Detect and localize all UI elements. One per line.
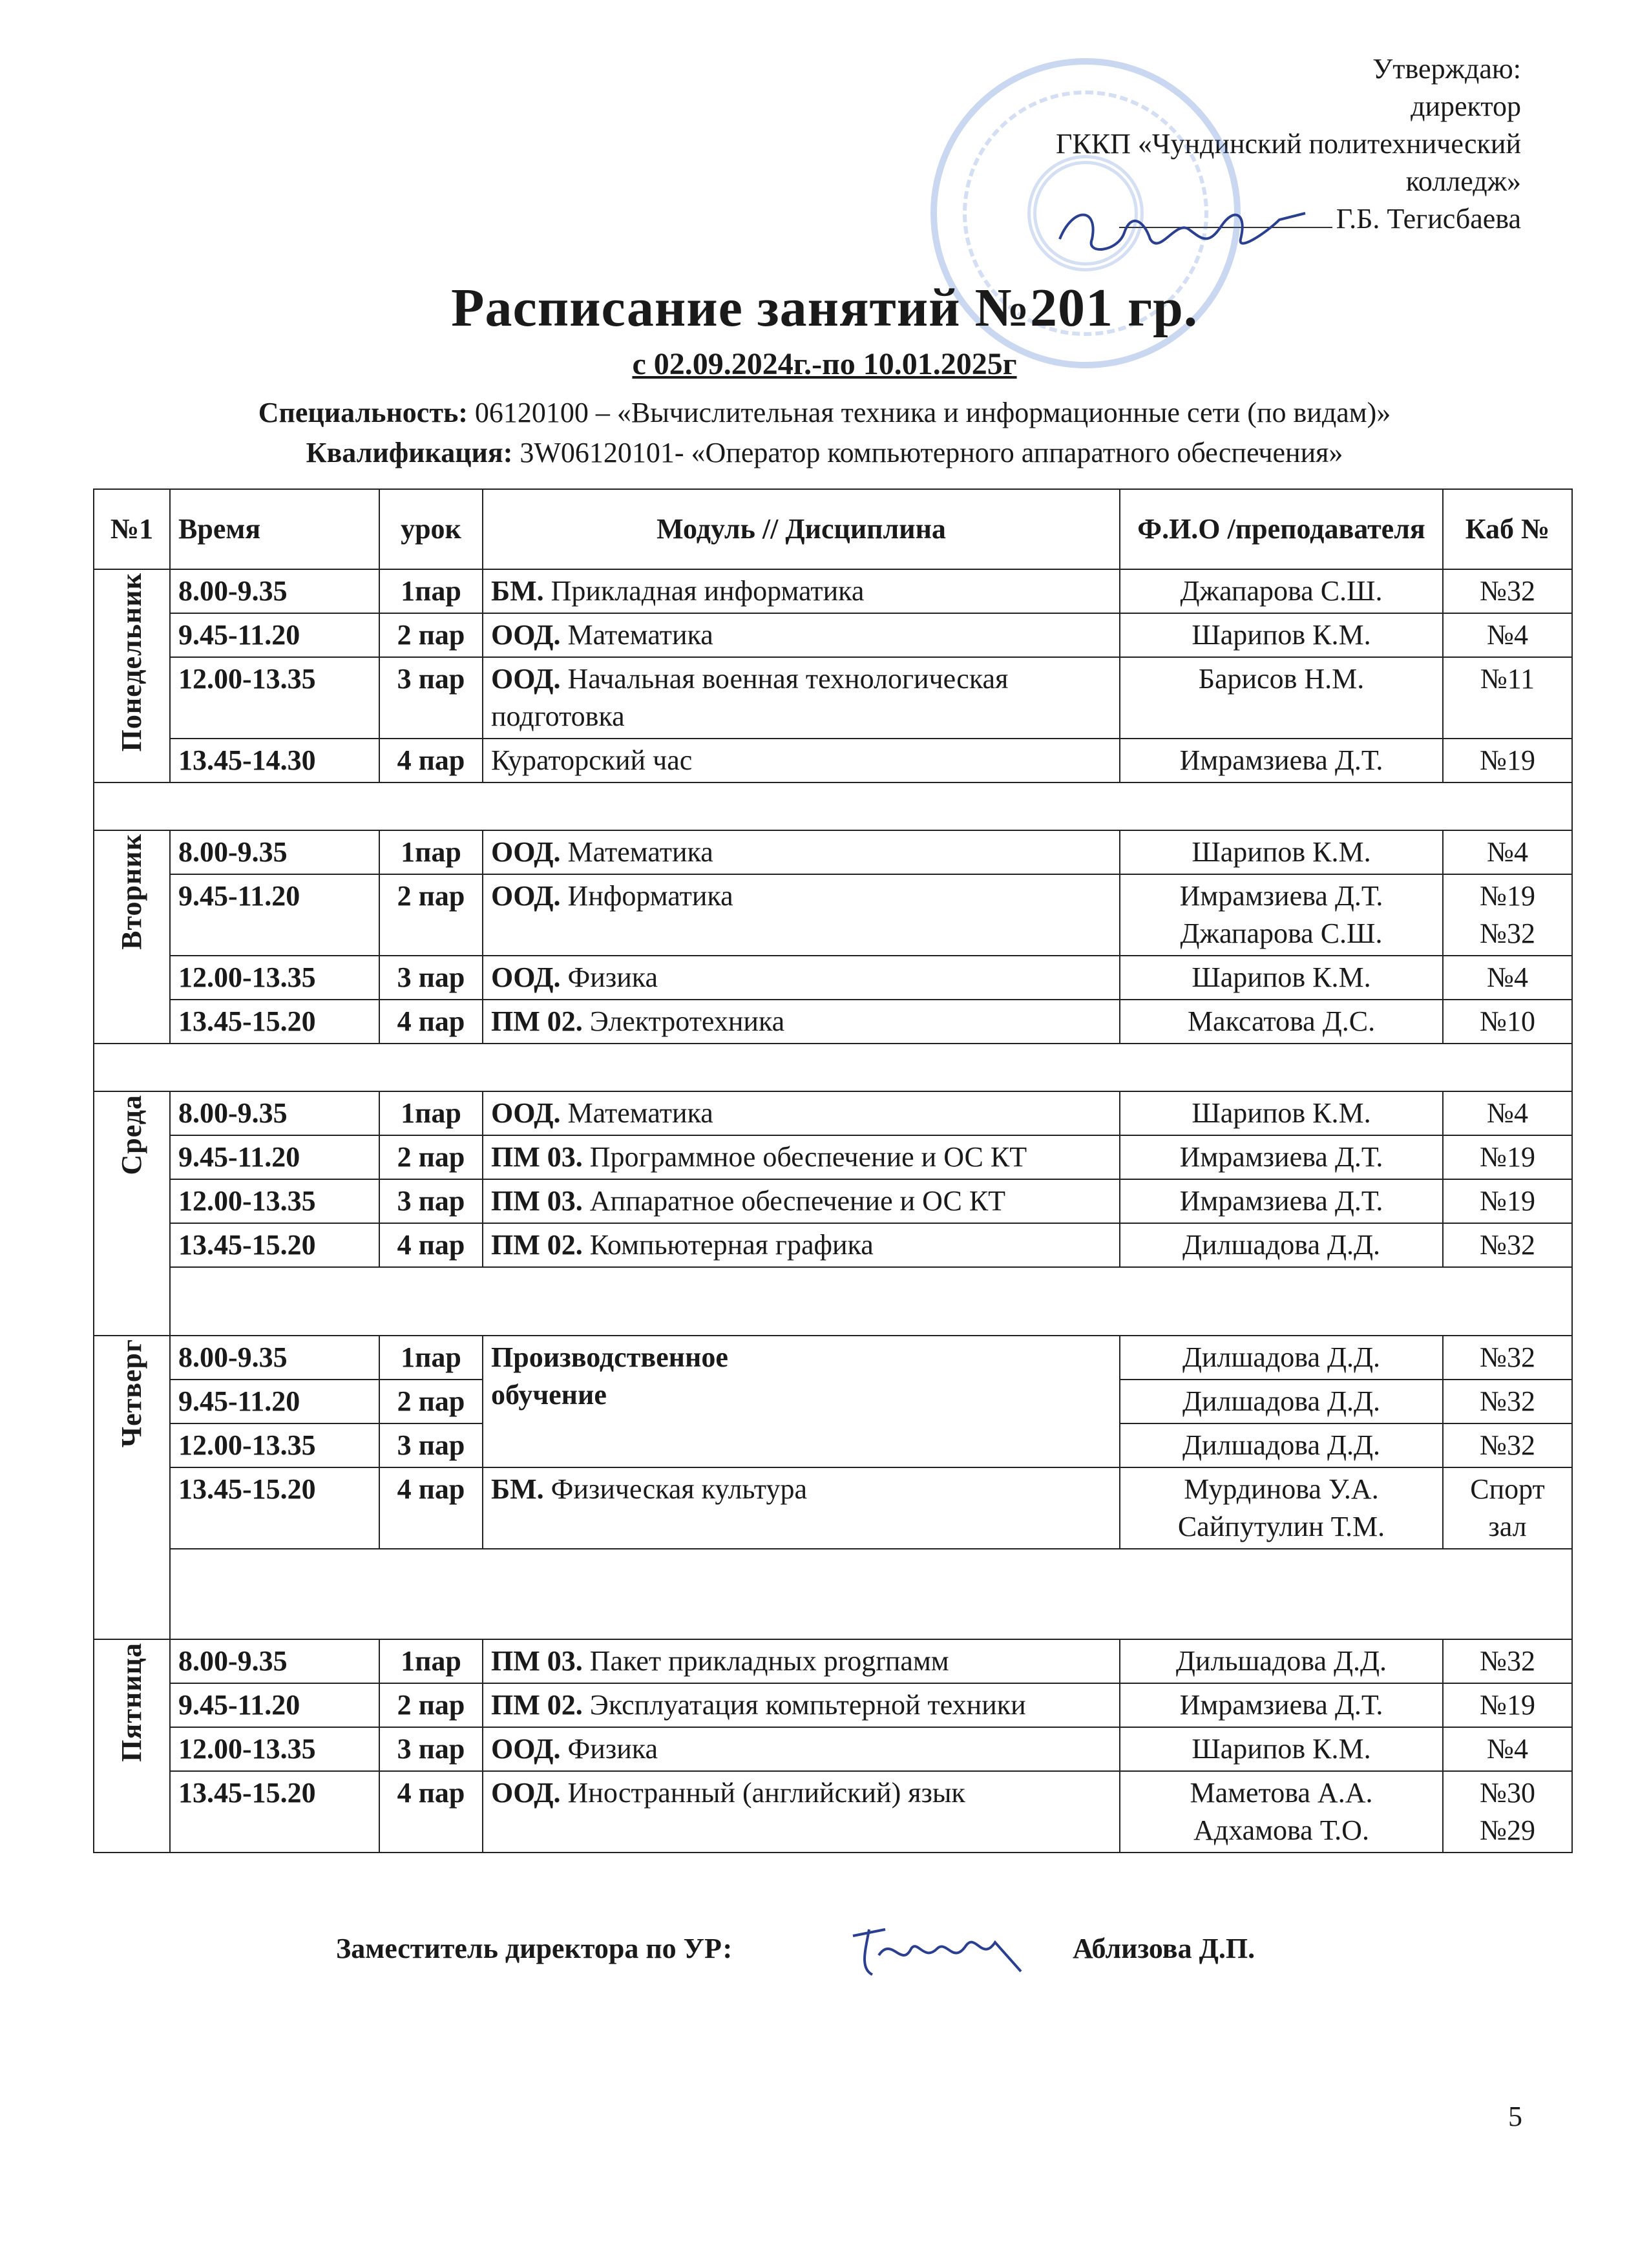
time-cell: 9.45-11.20 [170, 1683, 379, 1727]
room-cell: №11 [1443, 657, 1572, 739]
time-cell: 9.45-11.20 [170, 1380, 379, 1423]
teacher-cell: Шарипов К.М. [1120, 956, 1443, 1000]
teacher-cell: Шарипов К.М. [1120, 613, 1443, 657]
table-row [94, 1179, 1572, 1223]
room-cell: №19 [1443, 739, 1572, 782]
subject-cell [483, 1223, 1120, 1267]
teacher-cell: Шарипов К.М. [1120, 1091, 1443, 1135]
time-cell: 9.45-11.20 [170, 874, 379, 956]
production-line-1: Производственное [491, 1341, 728, 1373]
subject-name: Компьютерная графика [582, 1229, 874, 1261]
subject-name: Математика [560, 619, 713, 651]
director-signature [1047, 194, 1318, 265]
lesson-cell: 1пар [379, 1336, 483, 1380]
room-cell: №10 [1443, 1000, 1572, 1044]
subject-prefix: ООД. [491, 880, 561, 912]
lesson-cell: 2 пар [379, 613, 483, 657]
time-cell: 8.00-9.35 [170, 1639, 379, 1683]
subject-prefix: ПМ 03. [491, 1185, 583, 1217]
lesson-cell: 2 пар [379, 1683, 483, 1727]
subject-name: Пакет прикладных progrпамм [582, 1645, 949, 1677]
subject-name: Электротехника [582, 1005, 785, 1037]
lesson-cell: 3 пар [379, 1179, 483, 1223]
table-row [94, 1727, 1572, 1771]
teacher-name: Имрамзиева Д.Т. [1179, 880, 1383, 912]
qualification-label: Квалификация: [306, 437, 513, 468]
time-cell: 13.45-15.20 [170, 1771, 379, 1853]
room-number: №29 [1480, 1814, 1535, 1846]
lesson-cell: 2 пар [379, 874, 483, 956]
teacher-cell: Шарипов К.М. [1120, 1727, 1443, 1771]
room-number: №30 [1480, 1777, 1535, 1809]
subject-name: Программное обеспечение и ОС КТ [582, 1141, 1027, 1173]
day-cell-wednesday [94, 1091, 170, 1336]
room-cell: №32 [1443, 1223, 1572, 1267]
room-cell: №32 [1443, 1423, 1572, 1467]
table-row [94, 1683, 1572, 1727]
room-cell: №32 [1443, 1380, 1572, 1423]
teacher-cell: Дилшадова Д.Д. [1120, 1380, 1443, 1423]
lesson-cell: 2 пар [379, 1135, 483, 1179]
specialty-label: Специальность: [258, 397, 468, 428]
subject-prefix: ООД. [491, 961, 561, 993]
subject-cell [483, 830, 1120, 874]
deputy-director-name: Аблизова Д.П. [1073, 1933, 1255, 1964]
separator-row [94, 1044, 1572, 1091]
room-cell: №32 [1443, 1639, 1572, 1683]
subject-cell [483, 1135, 1120, 1179]
teacher-cell: Дилшадова Д.Д. [1120, 1336, 1443, 1380]
teacher-cell: Барисов Н.М. [1120, 657, 1443, 739]
subject-cell [483, 1683, 1120, 1727]
separator-row [94, 1549, 1572, 1639]
day-cell-thursday [94, 1336, 170, 1639]
room-number: №19 [1480, 880, 1535, 912]
time-cell: 8.00-9.35 [170, 1091, 379, 1135]
room-cell: №4 [1443, 1727, 1572, 1771]
day-label: Четверг [116, 1339, 147, 1448]
header-num: №1 [94, 489, 170, 569]
time-cell: 13.45-15.20 [170, 1000, 379, 1044]
subject-name: Математика [560, 836, 713, 868]
day-label: Понедельник [116, 572, 147, 752]
approval-line-3: ГККП «Чундинский политехнический [1055, 128, 1521, 160]
table-row [94, 956, 1572, 1000]
day-cell-tuesday [94, 830, 170, 1044]
time-cell: 13.45-15.20 [170, 1467, 379, 1549]
teacher-cell: Максатова Д.С. [1120, 1000, 1443, 1044]
teacher-name: Джапарова С.Ш. [1180, 918, 1383, 949]
time-cell: 8.00-9.35 [170, 830, 379, 874]
specialty-block [0, 393, 1649, 473]
room-cell: №4 [1443, 956, 1572, 1000]
lesson-cell: 1пар [379, 1091, 483, 1135]
lesson-cell: 3 пар [379, 956, 483, 1000]
approval-line-1: Утверждаю: [1372, 53, 1521, 85]
time-cell: 12.00-13.35 [170, 956, 379, 1000]
teacher-cell: Имрамзиева Д.Т. [1120, 739, 1443, 782]
approval-line-2: директор [1411, 90, 1521, 122]
subject-prefix: ПМ 02. [491, 1689, 583, 1721]
room-number: №32 [1480, 918, 1535, 949]
subject-cell [483, 657, 1120, 739]
subject-name: Физическая культура [543, 1473, 807, 1505]
header-teacher: Ф.И.О /преподавателя [1120, 489, 1443, 569]
subject-cell [483, 569, 1120, 613]
subject-name: Аппаратное обеспечение и ОС КТ [582, 1185, 1006, 1217]
specialty-value: 06120100 – «Вычислительная техника и информационные сети (по видам)» [474, 397, 1391, 428]
teacher-cell [1120, 874, 1443, 956]
table-row [94, 657, 1572, 739]
subject-cell [483, 874, 1120, 956]
page-number: 5 [1508, 2101, 1522, 2132]
table-row [94, 1091, 1572, 1135]
time-cell: 13.45-15.20 [170, 1223, 379, 1267]
page-title: Расписание занятий №201 гр. [451, 278, 1198, 338]
header-time: Время [170, 489, 379, 569]
qualification-line [0, 433, 1649, 473]
time-cell: 12.00-13.35 [170, 657, 379, 739]
room-cell [1443, 1771, 1572, 1853]
teacher-name: Мурдинова У.А. [1184, 1473, 1379, 1505]
subject-cell [483, 1727, 1120, 1771]
subject-prefix: ООД. [491, 1733, 561, 1765]
table-row [94, 739, 1572, 782]
separator-row [94, 1267, 1572, 1336]
table-row [94, 1000, 1572, 1044]
header-lesson: урок [379, 489, 483, 569]
subject-prefix: ООД. [491, 1097, 561, 1129]
teacher-cell: Джапарова С.Ш. [1120, 569, 1443, 613]
room-cell: №4 [1443, 1091, 1572, 1135]
subject-name: Информатика [560, 880, 733, 912]
table-row [94, 613, 1572, 657]
teacher-name: Адхамова Т.О. [1193, 1814, 1369, 1846]
lesson-cell: 1пар [379, 569, 483, 613]
subject-cell [483, 956, 1120, 1000]
subject-prefix: ООД. [491, 1777, 561, 1809]
subject-cell-production [483, 1336, 1120, 1467]
deputy-director-label: Заместитель директора по УР: [336, 1933, 733, 1964]
separator-row [94, 782, 1572, 830]
subject-prefix: ООД. [491, 619, 561, 651]
subject-prefix: ПМ 03. [491, 1141, 583, 1173]
room-cell: №32 [1443, 569, 1572, 613]
table-row [94, 874, 1572, 956]
table-row [94, 1336, 1572, 1380]
subject-name: Иностранный (английский) язык [560, 1777, 965, 1809]
time-cell: 12.00-13.35 [170, 1727, 379, 1771]
teacher-cell [1120, 1467, 1443, 1549]
period-text: с 02.09.2024г.-по 10.01.2025г [632, 347, 1017, 381]
table-row [94, 1467, 1572, 1549]
room-cell: №4 [1443, 613, 1572, 657]
subject-prefix: ООД. [491, 836, 561, 868]
teacher-cell: Имрамзиева Д.Т. [1120, 1179, 1443, 1223]
day-cell-friday [94, 1639, 170, 1853]
day-cell-monday [94, 569, 170, 782]
subject-name: Физика [560, 1733, 658, 1765]
subject-name: Физика [560, 961, 658, 993]
table-row [94, 569, 1572, 613]
lesson-cell: 1пар [379, 830, 483, 874]
time-cell: 12.00-13.35 [170, 1179, 379, 1223]
subject-prefix: ООД. [491, 663, 561, 695]
subject-prefix: ПМ 02. [491, 1229, 583, 1261]
teacher-cell: Имрамзиева Д.Т. [1120, 1135, 1443, 1179]
room-cell: №4 [1443, 830, 1572, 874]
teacher-cell: Дильшадова Д.Д. [1120, 1639, 1443, 1683]
subject-cell [483, 1000, 1120, 1044]
qualification-value: 3W06120101- «Оператор компьютерного аппаратного обеспечения» [520, 437, 1343, 468]
specialty-line [0, 393, 1649, 433]
time-cell: 8.00-9.35 [170, 1336, 379, 1380]
room-cell [1443, 874, 1572, 956]
teacher-name: Маметова А.А. [1190, 1777, 1373, 1809]
teacher-cell: Шарипов К.М. [1120, 830, 1443, 874]
room-cell [1443, 1467, 1572, 1549]
subject-name: Эксплуатация компьтерной техники [582, 1689, 1026, 1721]
subject-cell: Кураторский час [483, 739, 1120, 782]
subject-cell [483, 1771, 1120, 1853]
lesson-cell: 3 пар [379, 657, 483, 739]
subject-cell [483, 1467, 1120, 1549]
subject-prefix: БМ. [491, 1473, 544, 1505]
lesson-cell: 4 пар [379, 1000, 483, 1044]
lesson-cell: 4 пар [379, 1771, 483, 1853]
table-row [94, 1639, 1572, 1683]
subject-cell [483, 1639, 1120, 1683]
production-line-2: обучение [491, 1379, 607, 1411]
header-subject: Модуль // Дисциплина [483, 489, 1120, 569]
teacher-cell [1120, 1771, 1443, 1853]
time-cell: 9.45-11.20 [170, 613, 379, 657]
subject-name: Прикладная информатика [543, 575, 865, 607]
lesson-cell: 4 пар [379, 739, 483, 782]
teacher-cell: Дилшадова Д.Д. [1120, 1423, 1443, 1467]
subject-cell [483, 1179, 1120, 1223]
room-number: Спорт [1470, 1473, 1545, 1505]
time-cell: 12.00-13.35 [170, 1423, 379, 1467]
time-cell: 13.45-14.30 [170, 739, 379, 782]
room-number: зал [1488, 1511, 1527, 1542]
day-label: Среда [116, 1095, 147, 1175]
table-row [94, 1771, 1572, 1853]
room-cell: №19 [1443, 1135, 1572, 1179]
lesson-cell: 2 пар [379, 1380, 483, 1423]
room-cell: №19 [1443, 1179, 1572, 1223]
deputy-signature [840, 1910, 1034, 1988]
subject-prefix: БМ. [491, 575, 544, 607]
day-label: Пятница [116, 1643, 147, 1762]
lesson-cell: 1пар [379, 1639, 483, 1683]
room-cell: №19 [1443, 1683, 1572, 1727]
approval-line-4: колледж» [1405, 165, 1521, 197]
subject-cell [483, 1091, 1120, 1135]
subject-prefix: ПМ 03. [491, 1645, 583, 1677]
lesson-cell: 4 пар [379, 1467, 483, 1549]
table-row [94, 830, 1572, 874]
schedule-period [0, 346, 1649, 382]
day-label: Вторник [116, 834, 147, 950]
teacher-cell: Имрамзиева Д.Т. [1120, 1683, 1443, 1727]
table-row [94, 1223, 1572, 1267]
lesson-cell: 4 пар [379, 1223, 483, 1267]
director-name: Г.Б. Тегисбаева [1336, 203, 1521, 235]
subject-prefix: ПМ 02. [491, 1005, 583, 1037]
header-room: Каб № [1443, 489, 1572, 569]
time-cell: 9.45-11.20 [170, 1135, 379, 1179]
teacher-cell: Дилшадова Д.Д. [1120, 1223, 1443, 1267]
table-header-row [94, 489, 1572, 569]
room-cell: №32 [1443, 1336, 1572, 1380]
subject-name: Математика [560, 1097, 713, 1129]
lesson-cell: 3 пар [379, 1423, 483, 1467]
teacher-name: Сайпутулин Т.М. [1177, 1511, 1385, 1542]
subject-cell [483, 613, 1120, 657]
time-cell: 8.00-9.35 [170, 569, 379, 613]
schedule-table [93, 488, 1573, 1853]
subject-name: Начальная военная технологическая подготовка [491, 663, 1009, 732]
lesson-cell: 3 пар [379, 1727, 483, 1771]
table-row [94, 1135, 1572, 1179]
